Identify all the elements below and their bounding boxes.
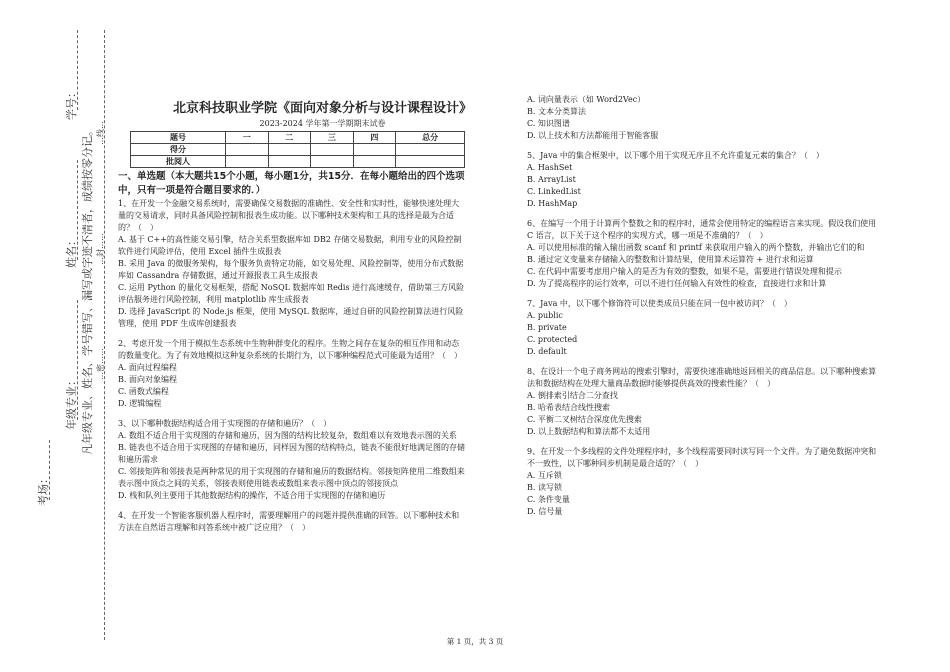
question-stem: 7、Java 中，以下哪个修饰符可以使类成员只能在同一包中被访问？（ ） <box>527 299 792 308</box>
option: C. protected <box>527 335 578 344</box>
option: D. 信号量 <box>527 507 563 516</box>
fill-notice: 凡年级专业、姓名、学号错写、漏写或字迹不清者，成绩按零分记。 <box>81 125 94 455</box>
exam-subtitle: 2023-2024 学年第一学期期末试卷 <box>259 119 386 128</box>
question-stem: 5、Java 中的集合框架中，以下哪个用于实现无序且不允许重复元素的集合？（ ） <box>527 151 824 160</box>
score-header-cell: 总分 <box>396 132 465 144</box>
major-underline <box>77 300 78 420</box>
grade-major-label: 年级专业： <box>65 375 78 430</box>
name-underline <box>77 160 78 260</box>
score-table-header-row <box>131 132 465 144</box>
question-stem: 6、在编写一个用于计算两个整数之和的程序时，通常会使用特定的编程语言来实现。假设我们使用 C 语言，以下关于这个程序的实现方式，哪一项是不准确的？（ ） <box>527 219 877 240</box>
question-stem: 8、在设计一个电子商务网站的搜索引擎时，需要快速准确地返回相关的商品信息。以下哪种搜索算法和数据结构在处理大量商品数据时能够提供高效的搜索性能？（ ） <box>527 367 877 388</box>
reviewer-row-label: 批阅人 <box>131 156 226 168</box>
question-stem: 9、在开发一个多线程的文件处理程序时，多个线程需要同时读写同一个文件。为了避免数据冲突和不一致性，以下哪种同步机制是最合适的？（ ） <box>527 447 877 468</box>
page-footer: 第 1 页，共 3 页 <box>446 637 504 646</box>
score-row-label: 得分 <box>131 144 226 156</box>
option: A. 可以使用标准的输入输出函数 scanf 和 printf 来获取用户输入的两个整数，并输出它们的和 <box>527 243 865 252</box>
option: D. 以上数据结构和算法都不太适用 <box>527 427 651 436</box>
score-cell[interactable] <box>225 144 268 156</box>
reviewer-cell[interactable] <box>225 156 268 168</box>
option: B. private <box>527 323 567 332</box>
option: B. 采用 Java 的微服务架构，每个服务负责特定功能，如交易处理、风险控制等，使用分布式数据库如 Cassandra 存储数据，通过开源报表工具生成报表 <box>118 259 464 280</box>
option: B. 面向对象编程 <box>118 375 177 384</box>
reviewer-cell[interactable] <box>396 156 465 168</box>
left-column <box>118 170 466 534</box>
option: C. 在代码中需要考虑用户输入的是否为有效的整数，如果不是，需要进行错误处理和提示 <box>527 267 842 276</box>
seal-word-mi: …密…… <box>96 348 105 380</box>
option: A. 词向量表示（如 Word2Vec） <box>527 95 646 104</box>
score-header-cell: 二 <box>268 132 311 144</box>
question-stem: 2、考虑开发一个用于模拟生态系统中生物种群变化的程序。生物之间存在复杂的相互作用和动态的数量变化。为了有效地模拟这种复杂系统的长期行为，以下哪种编程范式可能最为适用？（ ） <box>118 339 462 360</box>
question-stem: 1、在开发一个金融交易系统时，需要确保交易数据的准确性、安全性和实时性，能够快速处理大量的交易请求，同时具备风险控制和报表生成功能。以下哪种技术架构和工具的选择是最为合适的？（ ） <box>118 199 460 232</box>
option: D. 为了提高程序的运行效率，可以不进行任何输入有效性的检查，直接进行求和计算 <box>527 279 827 288</box>
option: D. default <box>527 347 567 356</box>
question-stem: 3、以下哪种数据结构适合用于实现图的存储和遍历？（ ） <box>118 419 332 428</box>
school-label: 考场： <box>37 473 50 506</box>
name-label: 姓名： <box>65 235 78 268</box>
score-cell[interactable] <box>311 144 354 156</box>
option: B. 链表也不适合用于实现图的存储和遍历，同样因为图的结构特点，链表不能很好地满足图的存储和遍历需求 <box>118 443 465 464</box>
score-header-cell: 四 <box>353 132 396 144</box>
score-cell[interactable] <box>353 144 396 156</box>
option: D. 逻辑编程 <box>118 399 162 408</box>
score-header-cell: 题号 <box>131 132 226 144</box>
option: B. 哈希表结合线性搜索 <box>527 403 610 412</box>
reviewer-cell[interactable] <box>268 156 311 168</box>
reviewer-cell[interactable] <box>311 156 354 168</box>
score-header-cell: 一 <box>225 132 268 144</box>
option: A. public <box>527 311 563 320</box>
seal-line <box>104 30 105 640</box>
option: C. 邻接矩阵和邻接表是两种常见的用于实现图的存储和遍历的数据结构。邻接矩阵使用二维数组来表示图中顶点之间的关系，邻接表则使用链表或数组来表示图中顶点的邻接顶点 <box>118 467 465 488</box>
option: A. 数组不适合用于实现图的存储和遍历，因为图的结构比较复杂，数组难以有效地表示图的关系 <box>118 431 457 440</box>
option: C. 运用 Python 的量化交易框架，搭配 NoSQL 数据库如 Redis 进行高速缓存，借助第三方风险评估服务进行风险控制，利用 matplotlib 库生成报表 <box>118 283 465 304</box>
right-column <box>527 94 877 518</box>
score-row <box>131 144 465 156</box>
option: C. 知识图谱 <box>527 119 570 128</box>
score-table <box>130 131 465 168</box>
seal-word-xian: …线… <box>96 121 105 145</box>
option: B. 通过定义变量来存储输入的整数和计算结果，使用算术运算符 + 进行求和运算 <box>527 255 814 264</box>
option: A. 互斥锁 <box>527 471 562 480</box>
option: B. 文本分类算法 <box>527 107 586 116</box>
option: C. 函数式编程 <box>118 387 169 396</box>
option: D. 选择 JavaScript 的 Node.js 框架，使用 MySQL 数据库，通过自研的风险控制算法进行风险管理，使用 PDF 生成库创建报表 <box>118 307 464 328</box>
binding-margin <box>0 0 115 672</box>
option: D. HashMap <box>527 199 578 208</box>
option: A. 面向过程编程 <box>118 363 177 372</box>
option: C. 条件变量 <box>527 495 570 504</box>
option: D. 以上技术和方法都能用于智能客服 <box>527 131 659 140</box>
score-cell[interactable] <box>268 144 311 156</box>
reviewer-row <box>131 156 465 168</box>
id-underline <box>77 30 78 110</box>
option: C. LinkedList <box>527 187 581 196</box>
option: B. 读写锁 <box>527 483 562 492</box>
option: A. HashSet <box>527 163 573 172</box>
score-header-cell: 三 <box>311 132 354 144</box>
score-cell[interactable] <box>396 144 465 156</box>
option: B. ArrayList <box>527 175 576 184</box>
reviewer-cell[interactable] <box>353 156 396 168</box>
student-id-label: 学号： <box>65 87 78 120</box>
option: A. 基于 C++的高性能交易引擎，结合关系型数据库如 DB2 存储交易数据，利用专业的风险控制软件进行风险评估，使用 Excel 插件生成报表 <box>118 235 462 256</box>
option: D. 栈和队列主要用于其他数据结构的操作，不适合用于实现图的存储和遍历 <box>118 491 386 500</box>
question-stem: 4、在开发一个智能客服机器人程序时，需要理解用户的问题并提供准确的回答。以下哪种技术和方法在自然语言理解和问答系统中被广泛应用？（ ） <box>118 511 460 532</box>
section-heading: 一、单选题（本大题共15个小题，每小题1分，共15分．在每小题给出的四个选项中，只有一项是符合题目要求的．） <box>118 171 465 196</box>
seal-word-feng: …封…… <box>96 233 105 265</box>
option: A. 倒排索引结合二分查找 <box>527 391 618 400</box>
school-underline <box>49 440 50 500</box>
exam-title: 北京科技职业学院《面向对象分析与设计课程设计》 <box>172 101 472 116</box>
option: C. 平衡二叉树结合深度优先搜索 <box>527 415 642 424</box>
